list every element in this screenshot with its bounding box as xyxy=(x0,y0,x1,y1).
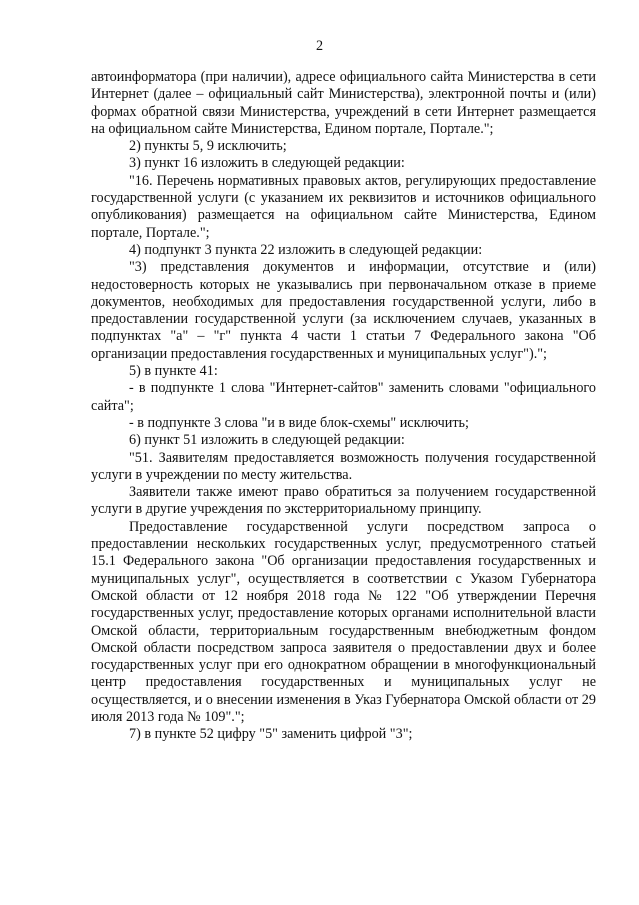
paragraph-subclause-3: "3) представления документов и информации, отсутствие и (или) недостоверность которых не указывались при первоначальном отказе в приеме документов, необходимых для предоставления государственной услуги, либо в предоставлении государственной услуги (за исключением случаев, указанных в подпунктах "а" – "г" пункта 4 части 1 статьи 7 Федерального закона "Об организации предоставления государственных и муниципальных услуг")."; xyxy=(91,259,596,362)
paragraph-item-2: 2) пункты 5, 9 исключить; xyxy=(129,138,287,155)
paragraph-item-5: 5) в пункте 41: xyxy=(129,363,218,380)
document-body xyxy=(91,69,596,744)
paragraph-subitem-1: - в подпункте 1 слова "Интернет-сайтов" заменить словами "официального сайта"; xyxy=(91,380,596,414)
paragraph-item-7: 7) в пункте 52 цифру "5" заменить цифрой "3"; xyxy=(129,726,413,743)
page-number: 2 xyxy=(315,38,324,54)
paragraph-applicants: Заявители также имеют право обратиться за получением государственной услуги в другие учреждения по экстерриториальному принципу. xyxy=(91,484,596,518)
paragraph-provision: Предоставление государственной услуги посредством запроса о предоставлении нескольких государственных услуг, предусмотренного статьей 15.1 Федерального закона "Об организации предоставления государственных и муниципальных услуг", осуществляется в соответствии с Указом Губернатора Омской области от 12 ноября 2018 года № 122 "Об утверждении Перечня государственных услуг, предоставление которых органами исполнительной власти Омской области, территориальным государственным внебюджетным фондом Омской области посредством запроса заявителя о предоставлении двух и более государственных услуг при его однократном обращении в многофункциональный центр предоставления государственных и муниципальных услуг не осуществляется, и о внесении изменения в Указ Губернатора Омской области от 29 июля 2013 года № 109"."; xyxy=(91,518,596,725)
paragraph-continuation: автоинформатора (при наличии), адресе официального сайта Министерства в сети Интернет (далее – официальный сайт Министерства), электронной почты и (или) формах обратной связи Министерства, учреждений в сети Интернет размещается на официальном сайте Министерства, Едином портале, Портале."; xyxy=(91,69,596,137)
paragraph-item-4: 4) подпункт 3 пункта 22 изложить в следующей редакции: xyxy=(129,241,483,258)
paragraph-item-3: 3) пункт 16 изложить в следующей редакции: xyxy=(129,155,405,172)
paragraph-item-6: 6) пункт 51 изложить в следующей редакции: xyxy=(129,432,405,449)
paragraph-clause-51: "51. Заявителям предоставляется возможность получения государственной услуги в учреждении по месту жительства. xyxy=(91,449,596,483)
paragraph-subitem-3: - в подпункте 3 слова "и в виде блок-схемы" исключить; xyxy=(129,414,469,431)
paragraph-clause-16: "16. Перечень нормативных правовых актов, регулирующих предоставление государственной услуги (с указанием их реквизитов и источников официального опубликования) размещается на официальном сайте Министерства, Едином портале, Портале."; xyxy=(91,172,596,241)
